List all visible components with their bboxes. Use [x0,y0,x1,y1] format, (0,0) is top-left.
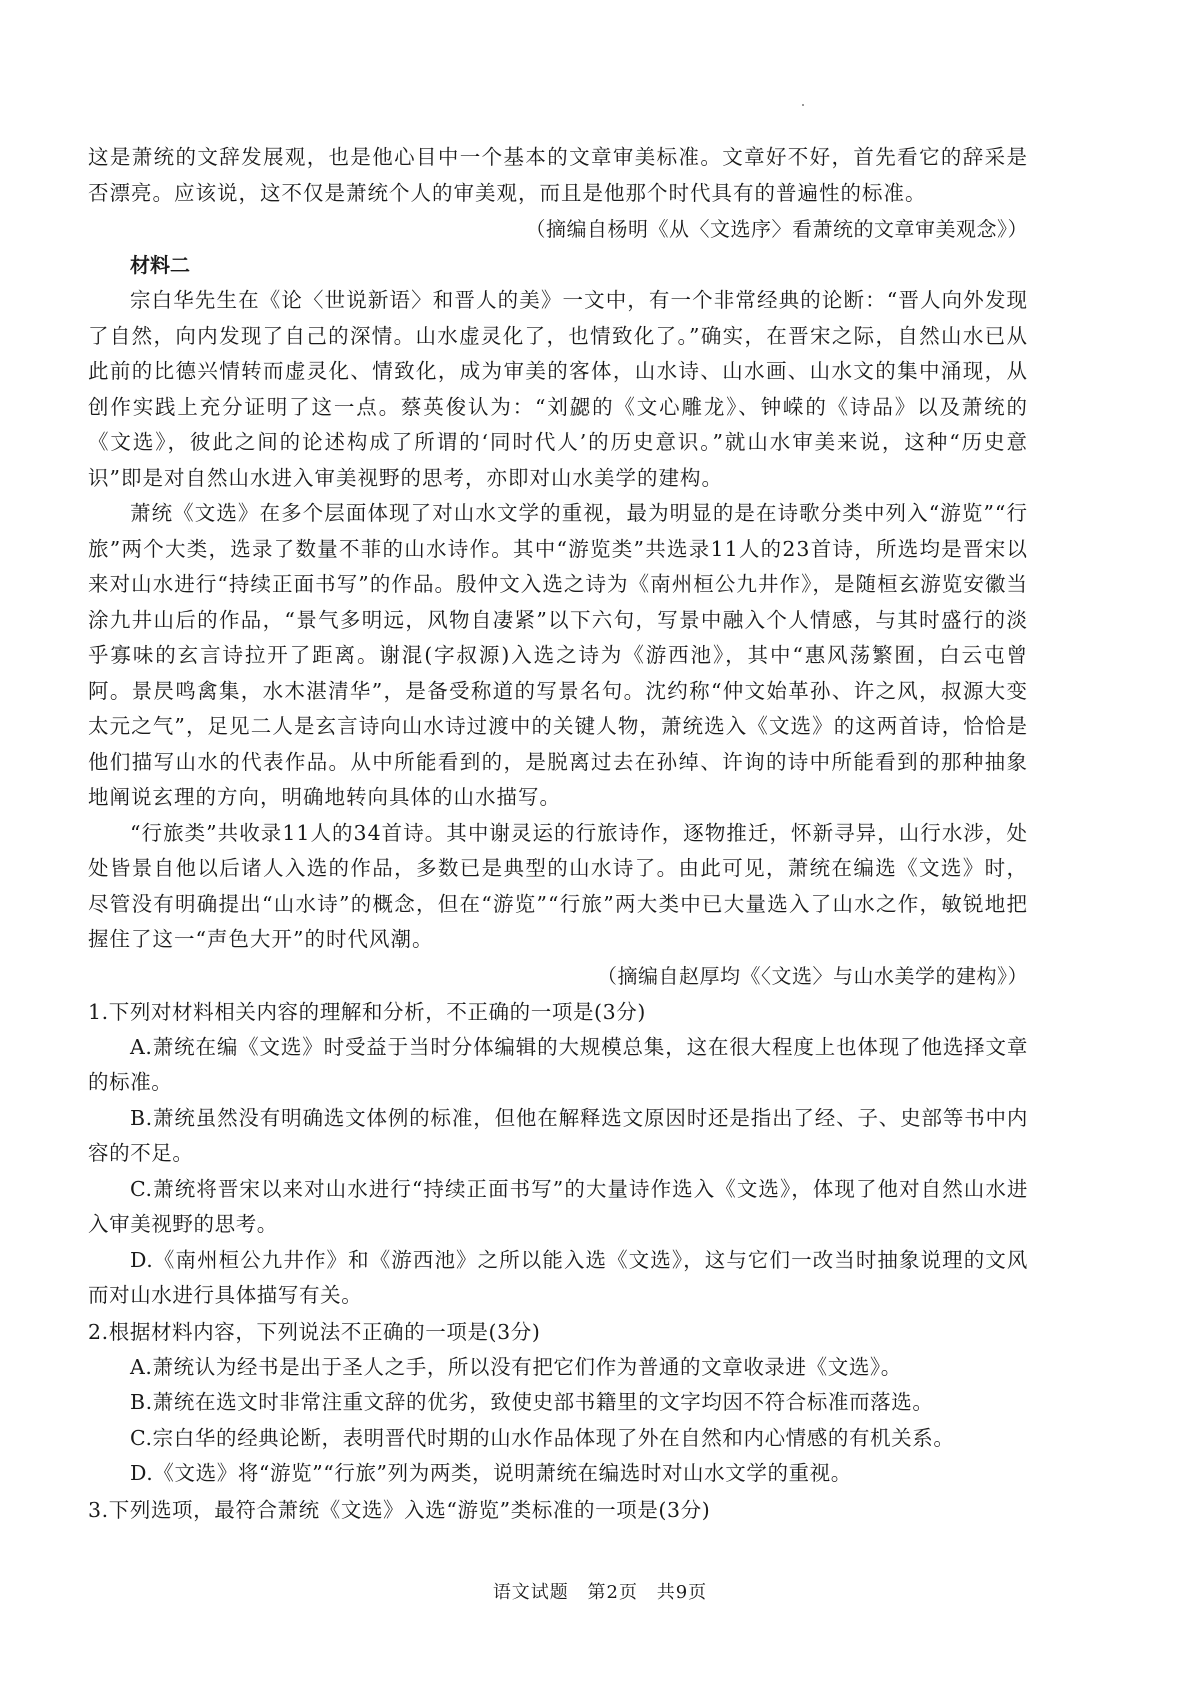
material-2-heading: 材料二 [130,253,190,277]
source-citation-2: （摘编自赵厚均《〈文选〉与山水美学的建构》） [597,963,1028,988]
question-stem: 3.下列选项，最符合萧统《文选》入选“游览”类标准的一项是(3分) [88,1497,711,1522]
passage-paragraph-4: “行旅类”共收录11人的34首诗。其中谢灵运的行旅诗作，逐物推迁，怀新寻异，山行水涉，处处皆景自他以后诸人入选的作品，多数已是典型的山水诗了。由此可见，萧统在编选《文选》时，尽管没有明确提出“山水诗”的概念，但在“游览”“行旅”两大类中已大量选入了山水之作，敏锐地把握住了这一“声色大开”的时代风潮。 [88,820,1028,951]
option-b: B.萧统虽然没有明确选文体例的标准，但他在解释选文原因时还是指出了经、子、史部等书中内容的不足。 [88,1105,1028,1165]
question-2 [88,1314,1028,1492]
exam-page [88,140,1028,1528]
option-c: C.宗白华的经典论断，表明晋代时期的山水作品体现了外在自然和内心情感的有机关系。 [130,1425,955,1450]
passage-paragraph-2: 宗白华先生在《论〈世说新语〉和晋人的美》一文中，有一个非常经典的论断：“晋人向外发现了自然，向内发现了自己的深情。山水虚灵化了，也情致化了。”确实，在晋宋之际，自然山水已从此前的比德兴情转而虚灵化、情致化，成为审美的客体，山水诗、山水画、山水文的集中涌现，从创作实践上充分证明了这一点。蔡英俊认为：“刘勰的《文心雕龙》、钟嵘的《诗品》以及萧统的《文选》，彼此之间的论述构成了所谓的‘同时代人’的历史意识。”就山水审美来说，这种“历史意识”即是对自然山水进入审美视野的思考，亦即对山水美学的建构。 [88,288,1028,490]
question-3 [88,1492,1028,1528]
footer-subject: 语文试题 [492,1582,569,1603]
question-stem: 2.根据材料内容，下列说法不正确的一项是(3分) [88,1319,541,1344]
scan-speck [802,104,804,106]
footer-page-number: 第2页 [587,1582,638,1603]
footer-total-pages: 共9页 [656,1582,708,1603]
option-b: B.萧统在选文时非常注重文辞的优劣，致使史部书籍里的文字均因不符合标准而落选。 [130,1390,934,1414]
passage-paragraph-1: 这是萧统的文辞发展观，也是他心目中一个基本的文章审美标准。文章好不好，首先看它的辞采是否漂亮。应该说，这不仅是萧统个人的审美观，而且是他那个时代具有的普遍性的标准。 [88,145,1028,205]
option-a: A.萧统认为经书是出于圣人之手，所以没有把它们作为普通的文章收录进《文选》。 [130,1354,902,1379]
option-a: A.萧统在编《文选》时受益于当时分体编辑的大规模总集，这在很大程度上也体现了他选择文章的标准。 [88,1034,1028,1094]
source-citation-1: （摘编自杨明《从〈文选序〉看萧统的文章审美观念》） [525,217,1028,241]
option-d: D.《文选》将“游览”“行旅”列为两类，说明萧统在编选时对山水文学的重视。 [130,1461,852,1485]
option-d: D.《南州桓公九井作》和《游西池》之所以能入选《文选》，这与它们一改当时抽象说理的文风而对山水进行具体描写有关。 [88,1247,1028,1307]
option-c: C.萧统将晋宋以来对山水进行“持续正面书写”的大量诗作选入《文选》，体现了他对自然山水进入审美视野的思考。 [88,1176,1028,1236]
passage-paragraph-3: 萧统《文选》在多个层面体现了对山水文学的重视，最为明显的是在诗歌分类中列入“游览”“行旅”两个大类，选录了数量不菲的山水诗作。其中“游览类”共选录11人的23首诗，所选均是晋宋以来对山水进行“持续正面书写”的作品。殷仲文入选之诗为《南州桓公九井作》，是随桓玄游览安徽当涂九井山后的作品，“景气多明远，风物自凄紧”以下六句，写景中融入个人情感，与其时盛行的淡乎寡味的玄言诗拉开了距离。谢混(字叔源)入选之诗为《游西池》，其中“惠风荡繁囿，白云屯曾阿。景昃鸣禽集，水木湛清华”，是备受称道的写景名句。沈约称“仲文始革孙、许之风，叔源大变太元之气”，足见二人是玄言诗向山水诗过渡中的关键人物，萧统选入《文选》的这两首诗，恰恰是他们描写山水的代表作品。从中所能看到的，是脱离过去在孙绰、许询的诗中所能看到的那种抽象地阐说玄理的方向，明确地转向具体的山水描写。 [88,501,1028,809]
page-footer [0,1578,1200,1604]
question-stem: 1.下列对材料相关内容的理解和分析，不正确的一项是(3分) [88,999,646,1024]
question-1 [88,994,1028,1314]
